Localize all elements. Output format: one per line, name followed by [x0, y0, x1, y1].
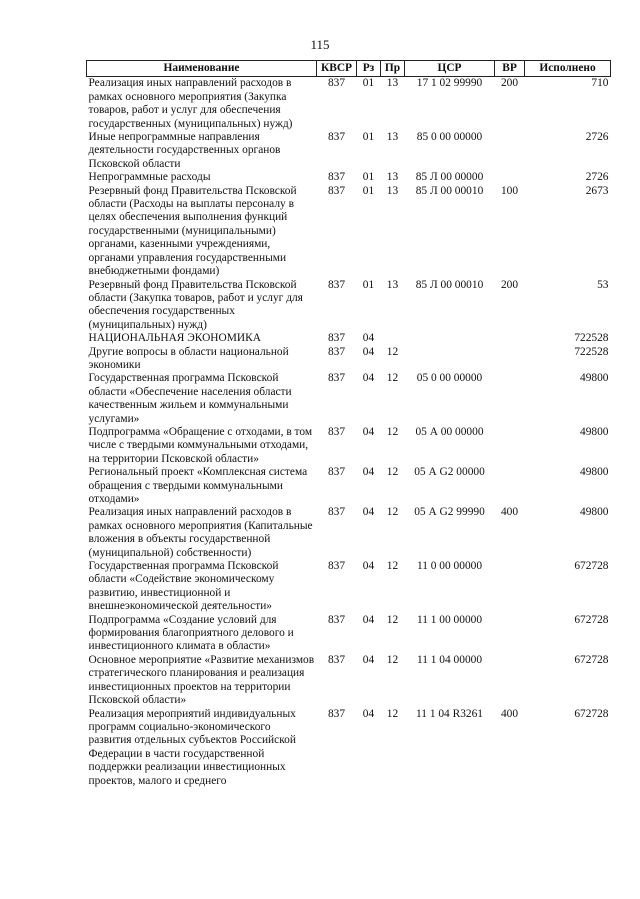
row-pr: 12 — [386, 466, 399, 479]
row-kvsr: 837 — [327, 372, 346, 385]
row-rz: 01 — [362, 131, 375, 144]
table-row — [87, 77, 611, 131]
table-row — [87, 372, 611, 426]
row-pr: 12 — [386, 613, 399, 626]
row-vr: 400 — [500, 707, 519, 720]
row-isp: 672728 — [574, 613, 609, 626]
row-vr — [495, 346, 525, 373]
row-vr: 400 — [500, 506, 519, 519]
row-rz: 04 — [362, 613, 375, 626]
row-vr — [495, 332, 525, 345]
row-kvsr: 837 — [327, 77, 346, 90]
header-vr: ВР — [495, 61, 525, 77]
row-rz: 04 — [362, 560, 375, 573]
row-csr: 05 А G2 00000 — [414, 466, 485, 479]
row-pr: 12 — [386, 653, 399, 666]
row-pr: 13 — [386, 171, 399, 184]
table-row — [87, 614, 611, 654]
row-csr — [405, 346, 495, 373]
table-row — [87, 560, 611, 614]
row-name: Государственная программа Псковской области «Обеспечение населения области качественным жильем и коммунальными услугами» — [88, 372, 292, 425]
row-kvsr: 837 — [327, 171, 346, 184]
row-name: Непрограммные расходы — [88, 171, 211, 184]
row-csr: 05 А G2 99990 — [414, 506, 485, 519]
row-rz: 01 — [362, 184, 375, 197]
row-pr: 12 — [386, 425, 399, 438]
row-vr — [495, 560, 525, 614]
row-pr: 13 — [386, 131, 399, 144]
row-kvsr: 837 — [327, 184, 346, 197]
row-isp: 2673 — [585, 184, 609, 197]
row-isp: 53 — [597, 278, 609, 291]
row-vr — [495, 614, 525, 654]
row-rz: 04 — [362, 707, 375, 720]
header-isp: Исполнено — [525, 61, 611, 77]
row-pr — [381, 332, 405, 345]
row-isp: 49800 — [580, 425, 609, 438]
row-name: Региональный проект «Комплексная система обращения с твердыми коммунальными отходами» — [88, 466, 308, 505]
row-vr — [495, 466, 525, 506]
row-rz: 04 — [362, 332, 375, 345]
row-pr: 12 — [386, 372, 399, 385]
budget-table — [86, 60, 611, 788]
row-isp: 49800 — [580, 372, 609, 385]
table-row — [87, 654, 611, 708]
row-vr: 100 — [500, 184, 519, 197]
row-kvsr: 837 — [327, 278, 346, 291]
row-vr — [495, 372, 525, 426]
row-vr — [495, 654, 525, 708]
row-csr: 85 Л 00 00010 — [415, 184, 484, 197]
table-row — [87, 346, 611, 373]
row-vr: 200 — [500, 278, 519, 291]
row-isp: 672728 — [574, 707, 609, 720]
row-kvsr: 837 — [327, 707, 346, 720]
row-name: Государственная программа Псковской области «Содействие экономическому развитию, инвестиционной и внешнеэкономической деятельности» — [88, 560, 279, 613]
row-isp: 710 — [591, 77, 609, 90]
row-name: Реализация иных направлений расходов в рамках основного мероприятия (Закупка товаров, работ и услуг для обеспечения государственных (муниципальных) нужд) — [88, 77, 293, 130]
row-pr: 12 — [386, 560, 399, 573]
row-rz: 01 — [362, 278, 375, 291]
table-row — [87, 466, 611, 506]
row-isp: 49800 — [580, 466, 609, 479]
table-row — [87, 708, 611, 788]
row-vr — [495, 426, 525, 466]
row-vr — [495, 131, 525, 171]
header-name: Наименование — [87, 61, 317, 77]
row-csr: 11 1 04 R3261 — [416, 707, 483, 720]
row-csr: 05 А 00 00000 — [415, 425, 484, 438]
row-csr: 11 1 00 00000 — [416, 613, 483, 626]
page-number: 115 — [310, 37, 330, 52]
row-vr: 200 — [500, 77, 519, 90]
row-rz: 04 — [362, 372, 375, 385]
row-isp: 722528 — [574, 332, 609, 345]
row-isp: 722528 — [574, 345, 609, 358]
row-csr: 11 0 00 00000 — [416, 560, 483, 573]
row-vr — [495, 171, 525, 184]
row-csr: 85 Л 00 00000 — [415, 171, 484, 184]
row-name: НАЦИОНАЛЬНАЯ ЭКОНОМИКА — [88, 332, 261, 345]
row-csr: 85 Л 00 00010 — [415, 278, 484, 291]
row-rz: 04 — [362, 466, 375, 479]
row-csr: 85 0 00 00000 — [416, 131, 483, 144]
table-row — [87, 171, 611, 184]
header-rz: Рз — [357, 61, 381, 77]
row-isp: 672728 — [574, 653, 609, 666]
table-row — [87, 506, 611, 560]
row-name: Реализация иных направлений расходов в рамках основного мероприятия (Капитальные вложения в объекты государственной (муниципальной) собственности) — [88, 506, 313, 559]
table-row — [87, 279, 611, 333]
row-pr: 13 — [386, 278, 399, 291]
row-name: Реализация мероприятий индивидуальных программ социально-экономического развития отдельных субъектов Российской Федерации в части государственной поддержки реализации инвестиционных проектов, малого и среднего — [88, 707, 296, 787]
row-kvsr: 837 — [327, 653, 346, 666]
row-name: Подпрограмма «Обращение с отходами, в том числе с твердыми коммунальными отходами, на территории Псковской области» — [88, 425, 313, 465]
row-name: Резервный фонд Правительства Псковской области (Расходы на выплаты персоналу в целях обеспечения выполнения функций государственными (муниципальными) органами, казенными учреждениями, органами управления государственными внебюджетными фондами) — [88, 184, 297, 278]
table-row — [87, 332, 611, 345]
table-row — [87, 185, 611, 279]
row-name: Резервный фонд Правительства Псковской области (Закупка товаров, работ и услуг для обеспечения государственных (муниципальных) нужд) — [88, 278, 303, 331]
row-kvsr: 837 — [327, 466, 346, 479]
row-pr: 12 — [386, 506, 399, 519]
row-name: Другие вопросы в области национальной экономики — [88, 345, 289, 371]
table-row — [87, 131, 611, 171]
header-pr: Пр — [381, 61, 405, 77]
row-pr: 12 — [386, 345, 399, 358]
row-name: Подпрограмма «Создание условий для формирования благоприятного делового и инвестиционного климата в области» — [88, 613, 294, 653]
table-row — [87, 426, 611, 466]
row-csr: 05 0 00 00000 — [416, 372, 483, 385]
row-name: Основное мероприятие «Развитие механизмов стратегического планирования и реализация инвестиционных проектов на территории Псковской области» — [88, 653, 315, 707]
row-isp: 2726 — [585, 171, 609, 184]
table-header-row — [87, 61, 611, 77]
header-csr: ЦСР — [405, 61, 495, 77]
row-rz: 01 — [362, 171, 375, 184]
row-kvsr: 837 — [327, 425, 346, 438]
row-rz: 04 — [362, 345, 375, 358]
row-name: Иные непрограммные направления деятельности государственных органов Псковской области — [88, 131, 281, 170]
row-rz: 01 — [362, 77, 375, 90]
row-csr — [405, 332, 495, 345]
row-rz: 04 — [362, 506, 375, 519]
row-csr: 17 1 02 99990 — [416, 77, 483, 90]
row-kvsr: 837 — [327, 345, 346, 358]
row-isp: 49800 — [580, 506, 609, 519]
row-rz: 04 — [362, 425, 375, 438]
row-kvsr: 837 — [327, 131, 346, 144]
row-isp: 672728 — [574, 560, 609, 573]
row-csr: 11 1 04 00000 — [416, 653, 483, 666]
row-rz: 04 — [362, 653, 375, 666]
row-kvsr: 837 — [327, 560, 346, 573]
row-kvsr: 837 — [327, 613, 346, 626]
header-kvsr: КВСР — [317, 61, 357, 77]
row-pr: 13 — [386, 77, 399, 90]
row-pr: 13 — [386, 184, 399, 197]
row-kvsr: 837 — [327, 332, 346, 345]
row-kvsr: 837 — [327, 506, 346, 519]
row-isp: 2726 — [585, 131, 609, 144]
row-pr: 12 — [386, 707, 399, 720]
